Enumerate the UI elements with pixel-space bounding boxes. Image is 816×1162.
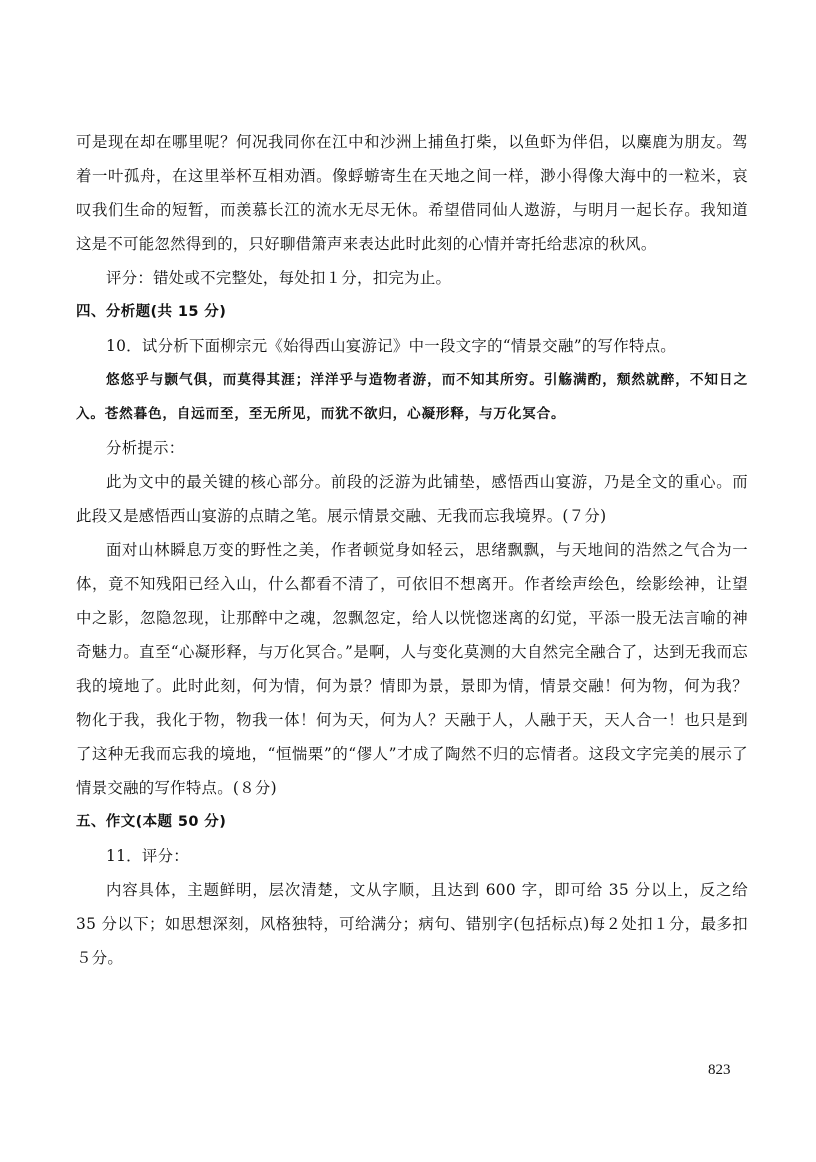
page-number: 823 [708,1062,731,1078]
analysis-paragraph-1: 此为文中的最关键的核心部分。前段的泛游为此铺垫，感悟西山宴游，乃是全文的重心。而此段又是感悟西山宴游的点睛之笔。展示情景交融、无我而忘我境界。(７分) [76,473,748,525]
essay-scoring-paragraph: 内容具体，主题鲜明，层次清楚，文从字顺，且达到 600 字，即可给 35 分以上，反之给 35 分以下；如思想深刻，风格独特，可给满分；病句、错别字(包括标点)每２处扣１分，最多扣５分。 [76,881,748,967]
scoring-note: 评分：错处或不完整处，每处扣１分，扣完为止。 [106,269,452,287]
question-11: 11．评分： [106,847,189,865]
quoted-passage: 悠悠乎与颢气俱，而莫得其涯；洋洋乎与造物者游，而不知其所穷。引觞满酌，颓然就醉，不知日之入。苍然暮色，自远而至，至无所见，而犹不欲归，心凝形释，与万化冥合。 [76,372,748,422]
hint-label: 分析提示： [106,439,185,457]
translation-paragraph: 可是现在却在哪里呢？何况我同你在江中和沙洲上捕鱼打柴，以鱼虾为伴侣，以麋鹿为朋友。驾着一叶孤舟，在这里举杯互相劝酒。像蜉蝣寄生在天地之间一样，渺小得像大海中的一粒米，哀叹我们生命的短暂，而羡慕长江的流水无尽无休。希望借同仙人遨游，与明月一起长存。我知道这是不可能忽然得到的，只好聊借箫声来表达此时此刻的心情并寄托给悲凉的秋风。 [76,133,748,253]
analysis-paragraph-2: 面对山林瞬息万变的野性之美，作者顿觉身如轻云，思绪飘飘，与天地间的浩然之气合为一体，竟不知残阳已经入山，什么都看不清了，可依旧不想离开。作者绘声绘色，绘影绘神，让望中之影，忽隐忽现，让那醉中之魂，忽飘忽定，给人以恍惚迷离的幻觉，平添一股无法言喻的神奇魅力。直至“心凝形释，与万化冥合。”是啊，人与变化莫测的大自然完全融合了，达到无我而忘我的境地了。此时此刻，何为情，何为景？情即为景，景即为情，情景交融！何为物，何为我？物化于我，我化于物，物我一体！何为天，何为人？天融于人，人融于天，天人合一！也只是到了这种无我而忘我的境地，“恒惴栗”的“僇人”才成了陶然不归的忘情者。这段文字完美的展示了情景交融的写作特点。(８分) [76,541,748,797]
section-heading-analysis: 四、分析题(共 15 分) [76,304,227,320]
section-heading-essay: 五、作文(本题 50 分) [76,814,227,830]
question-10: 10．试分析下面柳宗元《始得西山宴游记》中一段文字的“情景交融”的写作特点。 [106,337,677,355]
